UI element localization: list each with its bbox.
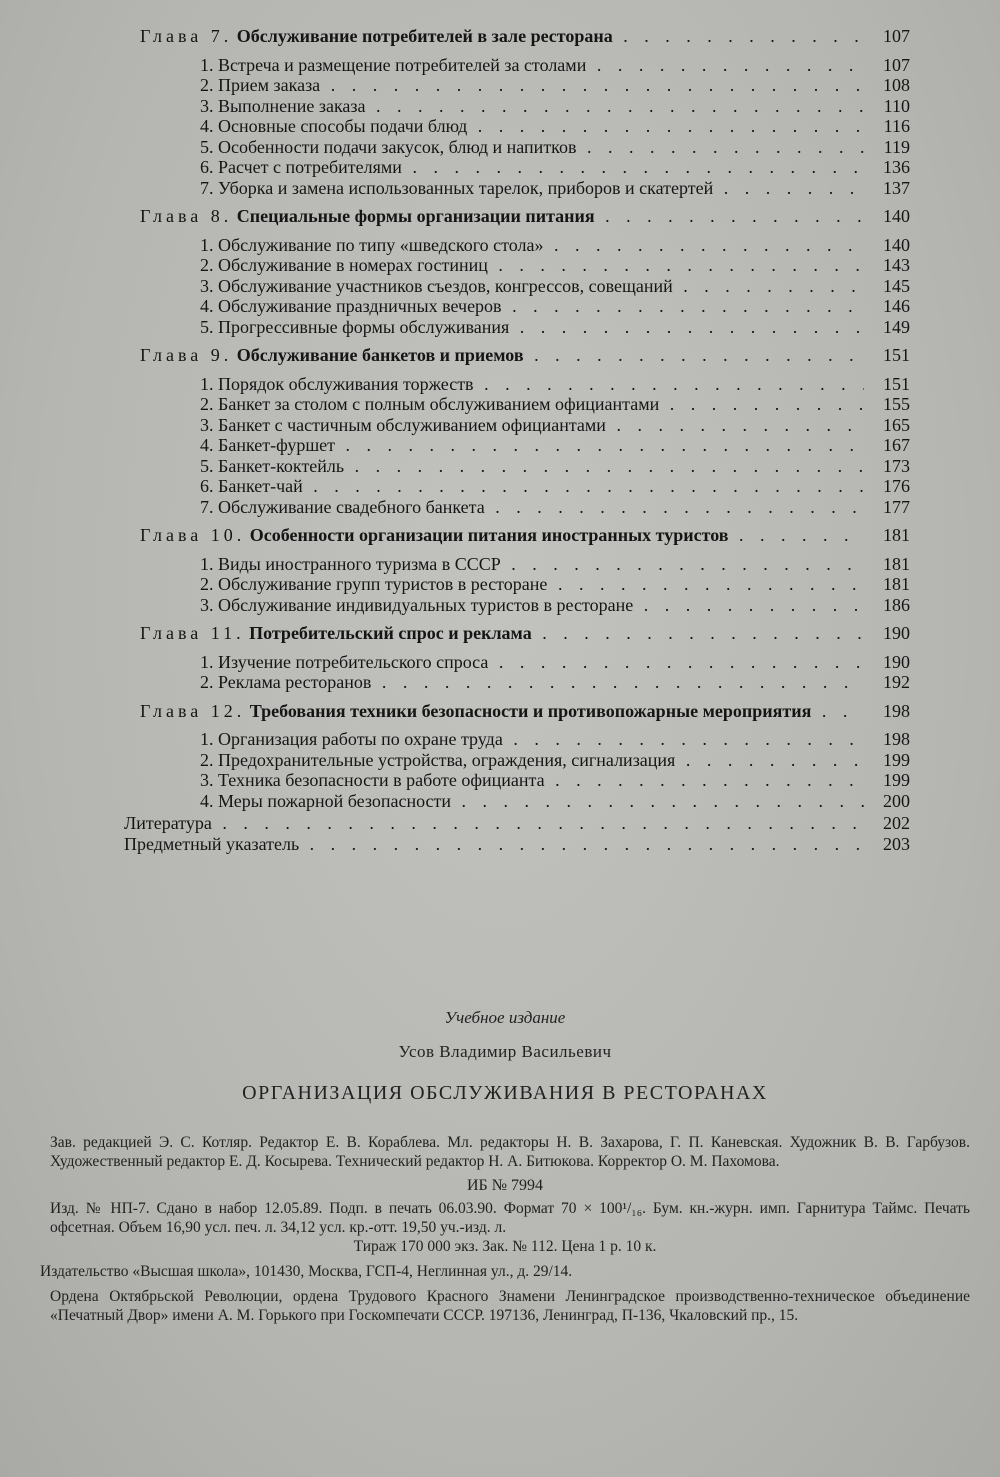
section-entry bbox=[120, 178, 910, 199]
page-number: 167 bbox=[883, 435, 910, 455]
section-title: 5. Особенности подачи закусок, блюд и напитков bbox=[200, 136, 577, 157]
page-number: 119 bbox=[883, 136, 910, 157]
section-entry bbox=[120, 255, 910, 276]
toc-chapter bbox=[120, 623, 910, 693]
toc-chapter bbox=[120, 701, 910, 812]
section-title: 7. Обслуживание свадебного банкета bbox=[200, 496, 485, 517]
print-run: Тираж 170 000 экз. Зак. № 112. Цена 1 р. 10 к. bbox=[353, 1238, 657, 1255]
section-title: 2. Предохранительные устройства, ограждения, сигнализация bbox=[200, 749, 676, 770]
section-entry bbox=[120, 652, 910, 673]
colophon bbox=[40, 1008, 970, 1325]
section-entry bbox=[120, 296, 910, 317]
toc-chapter bbox=[120, 345, 910, 517]
page-number: 190 bbox=[883, 623, 910, 643]
back-matter-entry bbox=[120, 813, 910, 834]
section-title: 1. Виды иностранного туризма в СССР bbox=[200, 553, 501, 574]
section-entry bbox=[120, 75, 910, 96]
section-title: 3. Техника безопасности в работе официанта bbox=[200, 770, 545, 790]
section-title: 2. Обслуживание в номерах гостиниц bbox=[200, 255, 488, 275]
section-entry bbox=[120, 55, 910, 76]
section-entry bbox=[120, 750, 910, 771]
section-entry bbox=[120, 791, 910, 812]
page-number: 176 bbox=[883, 476, 910, 496]
back-matter-title: Литература bbox=[124, 813, 212, 833]
section-title: 6. Банкет-чай bbox=[200, 476, 303, 496]
page-number: 108 bbox=[883, 75, 910, 95]
page-number: 198 bbox=[883, 700, 910, 721]
chapter-label: Глава 12. bbox=[140, 700, 246, 721]
page-number: 198 bbox=[883, 729, 910, 749]
section-entry bbox=[120, 574, 910, 595]
edition-type: Учебное издание bbox=[444, 1008, 566, 1027]
chapter-heading bbox=[120, 206, 910, 227]
page-number: 116 bbox=[883, 116, 910, 136]
section-title: 3. Банкет с частичным обслуживанием официантами bbox=[200, 414, 606, 435]
page-number: 136 bbox=[883, 157, 910, 177]
publisher-address: Издательство «Высшая школа», 101430, Москва, ГСП-4, Неглинная ул., д. 29/14. bbox=[40, 1263, 573, 1280]
section-entry bbox=[120, 672, 910, 693]
section-title: 2. Банкет за столом с полным обслуживанием официантами bbox=[200, 394, 660, 414]
section-title: 1. Обслуживание по типу «шведского стола» bbox=[200, 234, 544, 255]
section-title: 7. Уборка и замена использованных тарелок, приборов и скатертей bbox=[200, 177, 714, 198]
table-of-contents bbox=[120, 26, 910, 854]
section-title: 1. Организация работы по охране труда bbox=[200, 729, 503, 749]
section-entry bbox=[120, 276, 910, 297]
page-number: 181 bbox=[883, 553, 910, 574]
chapter-title: Потребительский спрос и реклама bbox=[249, 623, 532, 643]
section-title: 1. Встреча и размещение потребителей за столами bbox=[200, 54, 587, 75]
section-title: 5. Прогрессивные формы обслуживания bbox=[200, 316, 510, 337]
back-matter-entry bbox=[120, 834, 910, 855]
page-number: 155 bbox=[883, 394, 910, 414]
toc-chapter bbox=[120, 525, 910, 615]
section-entry bbox=[120, 137, 910, 158]
page-number: 151 bbox=[883, 373, 910, 394]
section-entry bbox=[120, 435, 910, 456]
chapter-heading bbox=[120, 345, 910, 366]
chapter-heading bbox=[120, 623, 910, 644]
toc-back-matter bbox=[120, 813, 910, 854]
page-number: 165 bbox=[883, 414, 910, 435]
page-number: 199 bbox=[883, 749, 910, 770]
section-title: 2. Обслуживание групп туристов в ресторане bbox=[200, 574, 548, 594]
section-title: 4. Основные способы подачи блюд bbox=[200, 116, 468, 136]
page-number: 186 bbox=[883, 594, 910, 615]
chapter-heading bbox=[120, 26, 910, 47]
section-entry bbox=[120, 317, 910, 338]
page-number: 199 bbox=[883, 770, 910, 790]
page-number: 151 bbox=[883, 345, 910, 365]
editorial-credits: Зав. редакцией Э. С. Котляр. Редактор Е. В. Кораблева. Мл. редакторы Н. В. Захарова, Г. П. Каневская. Художник В. В. Гарбузов. Художественный редактор Е. Д. Косырева. Технический редактор Н. А. Битюкова. Корректор О. М. Пахомова. bbox=[50, 1134, 970, 1170]
section-entry bbox=[120, 456, 910, 477]
page-number: 200 bbox=[883, 790, 910, 811]
chapter-label: Глава 10. bbox=[140, 525, 246, 545]
page-number: 137 bbox=[883, 177, 910, 198]
section-title: 4. Меры пожарной безопасности bbox=[200, 790, 452, 811]
ib-number: ИБ № 7994 bbox=[466, 1177, 543, 1194]
section-entry bbox=[120, 497, 910, 518]
page-number: 110 bbox=[883, 95, 910, 116]
section-entry bbox=[120, 235, 910, 256]
toc-chapter bbox=[120, 26, 910, 198]
page-number: 202 bbox=[883, 813, 910, 833]
chapter-title: Обслуживание банкетов и приемов bbox=[236, 345, 524, 365]
chapter-title: Специальные формы организации питания bbox=[236, 206, 595, 226]
page-number: 181 bbox=[883, 574, 910, 594]
section-title: 3. Обслуживание участников съездов, конгрессов, совещаний bbox=[200, 275, 673, 296]
imprint-details: Изд. № НП-7. Сдано в набор 12.05.89. Подп. в печать 06.03.90. Формат 70 × 100¹/₁₆. Бум. кн.-журн. имп. Гарнитура Таймс. Печать офсетная. Объем 16,90 усл. печ. л. 34,12 усл. кр.-отт. 19,50 уч.-изд. л. bbox=[50, 1200, 970, 1236]
page-number: 107 bbox=[883, 54, 910, 75]
chapter-label: Глава 11. bbox=[140, 623, 245, 643]
section-title: 6. Расчет с потребителями bbox=[200, 157, 402, 177]
book-title: ОРГАНИЗАЦИЯ ОБСЛУЖИВАНИЯ В РЕСТОРАНАХ bbox=[242, 1082, 768, 1104]
chapter-label: Глава 8. bbox=[140, 206, 233, 226]
section-entry bbox=[120, 116, 910, 137]
section-entry bbox=[120, 96, 910, 117]
section-entry bbox=[120, 157, 910, 178]
section-title: 4. Обслуживание праздничных вечеров bbox=[200, 296, 502, 316]
section-title: 2. Прием заказа bbox=[200, 75, 321, 95]
section-entry bbox=[120, 476, 910, 497]
page-number: 173 bbox=[883, 455, 910, 476]
section-entry bbox=[120, 770, 910, 791]
page-number: 149 bbox=[883, 316, 910, 337]
chapter-label: Глава 9. bbox=[140, 345, 233, 365]
page-number: 146 bbox=[883, 296, 910, 316]
chapter-title: Особенности организации питания иностранных туристов bbox=[249, 525, 729, 545]
section-entry bbox=[120, 554, 910, 575]
page-number: 143 bbox=[883, 255, 910, 275]
section-entry bbox=[120, 374, 910, 395]
section-entry bbox=[120, 729, 910, 750]
page-number: 140 bbox=[883, 206, 910, 226]
section-title: 5. Банкет-коктейль bbox=[200, 455, 345, 476]
page-number: 107 bbox=[883, 26, 910, 46]
page-number: 203 bbox=[883, 833, 910, 854]
chapter-title: Обслуживание потребителей в зале ресторана bbox=[236, 26, 613, 46]
chapter-heading bbox=[120, 525, 910, 546]
section-title: 1. Порядок обслуживания торжеств bbox=[200, 373, 474, 394]
back-matter-title: Предметный указатель bbox=[124, 833, 300, 854]
section-entry bbox=[120, 595, 910, 616]
section-entry bbox=[120, 394, 910, 415]
chapter-label: Глава 7. bbox=[140, 26, 233, 46]
page-number: 177 bbox=[883, 496, 910, 517]
page-number: 192 bbox=[883, 672, 910, 692]
section-entry bbox=[120, 415, 910, 436]
author-name: Усов Владимир Васильевич bbox=[398, 1042, 612, 1061]
section-title: 4. Банкет-фуршет bbox=[200, 435, 336, 455]
section-title: 1. Изучение потребительского спроса bbox=[200, 651, 489, 672]
section-title: 3. Обслуживание индивидуальных туристов в ресторане bbox=[200, 594, 634, 615]
page-number: 190 bbox=[883, 651, 910, 672]
chapter-heading bbox=[120, 701, 910, 722]
page-number: 140 bbox=[883, 234, 910, 255]
section-title: 2. Реклама ресторанов bbox=[200, 672, 372, 692]
printer-info: Ордена Октябрьской Революции, ордена Трудового Красного Знамени Ленинградское производственно-техническое объединение «Печатный Двор» имени А. М. Горького при Госкомпечати СССР. 197136, Ленинград, П-136, Чкаловский пр., 15. bbox=[50, 1288, 970, 1324]
page-number: 145 bbox=[883, 275, 910, 296]
section-title: 3. Выполнение заказа bbox=[200, 95, 366, 116]
toc-chapter bbox=[120, 206, 910, 337]
page-number: 181 bbox=[883, 525, 910, 545]
chapter-title: Требования техники безопасности и противопожарные мероприятия bbox=[249, 700, 812, 721]
